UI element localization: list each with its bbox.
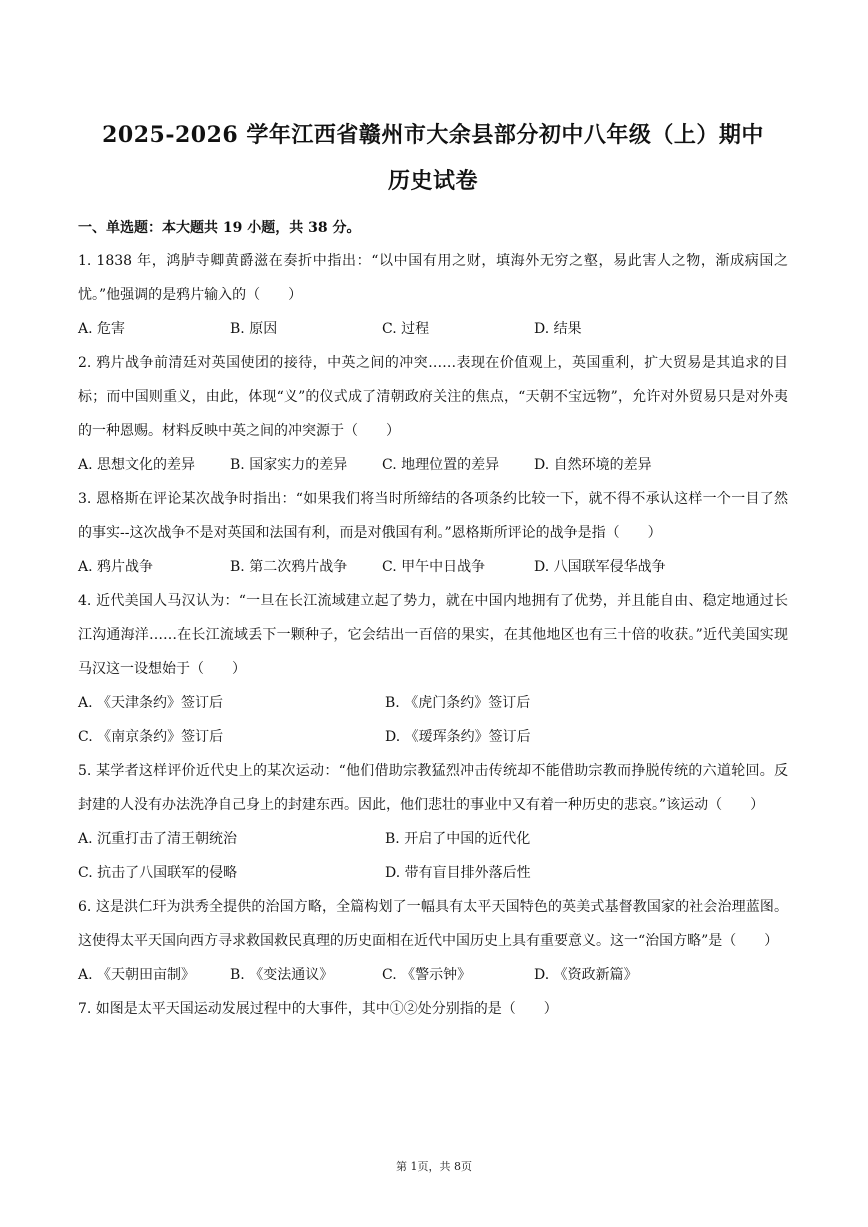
option-a: A. 危害 xyxy=(78,321,126,337)
question-1 xyxy=(78,244,788,346)
exam-title-line1: 2025-2026 学年江西省赣州市大余县部分初中八年级（上）期中 xyxy=(102,122,764,148)
option-row xyxy=(78,550,788,584)
option-d: D. 八国联军侵华战争 xyxy=(534,559,666,575)
option-b: B. 《虎门条约》签订后 xyxy=(385,695,531,711)
question-stem: 5. 某学者这样评价近代史上的某次运动：“他们借助宗教猛烈冲击传统却不能借助宗教而挣脱传统的六道轮回。反封建的人没有办法洗净自己身上的封建东西。因此，他们悲壮的事业中又有着一种历史的悲哀。”该运动（ ） xyxy=(78,763,788,813)
option-d: D. 《资政新篇》 xyxy=(534,967,638,983)
option-d: D. 自然环境的差异 xyxy=(534,457,652,473)
question-stem: 7. 如图是太平天国运动发展过程中的大事件，其中①②处分别指的是（ ） xyxy=(78,1001,558,1017)
option-row xyxy=(78,448,788,482)
option-b: B. 《变法通议》 xyxy=(230,967,334,983)
option-c: C. 甲午中日战争 xyxy=(382,559,486,575)
option-row xyxy=(78,312,788,346)
option-c: C. 《南京条约》签订后 xyxy=(78,729,224,745)
option-c: C. 过程 xyxy=(382,321,430,337)
option-a: A. 思想文化的差异 xyxy=(78,457,196,473)
question-stem: 6. 这是洪仁玕为洪秀全提供的治国方略，全篇构划了一幅具有太平天国特色的英美式基督教国家的社会治理蓝图。这使得太平天国向西方寻求救国救民真理的历史面相在近代中国历史上具有重要意义。这一“治国方略”是（ ） xyxy=(78,899,788,949)
option-b: B. 国家实力的差异 xyxy=(230,457,348,473)
question-4 xyxy=(78,584,788,754)
option-a: A. 沉重打击了清王朝统治 xyxy=(78,831,238,847)
option-c: C. 抗击了八国联军的侵略 xyxy=(78,865,238,881)
option-d: D. 《瑷珲条约》签订后 xyxy=(385,729,531,745)
option-b: B. 原因 xyxy=(230,321,278,337)
option-d: D. 带有盲目排外落后性 xyxy=(385,865,531,881)
option-grid xyxy=(78,822,788,890)
option-d: D. 结果 xyxy=(534,321,582,337)
option-a: A. 鸦片战争 xyxy=(78,559,154,575)
option-b: B. 开启了中国的近代化 xyxy=(385,831,531,847)
option-grid xyxy=(78,686,788,754)
question-stem: 3. 恩格斯在评论某次战争时指出：“如果我们将当时所缔结的各项条约比较一下，就不得不承认这样一个一目了然的事实--这次战争不是对英国和法国有利，而是对俄国有利。”恩格斯所评论的战争是指（ ） xyxy=(78,491,788,541)
question-stem: 2. 鸦片战争前清廷对英国使团的接待，中英之间的冲突……表现在价值观上，英国重利，扩大贸易是其追求的目标；而中国则重义，由此，体现“义”的仪式成了清朝政府关注的焦点，“天朝不宝远物”，允许对外贸易只是对外夷的一种恩赐。材料反映中英之间的冲突源于（ ） xyxy=(78,355,788,439)
question-stem: 4. 近代美国人马汉认为：“一旦在长江流域建立起了势力，就在中国内地拥有了优势，并且能自由、稳定地通过长江沟通海洋……在长江流域丢下一颗种子，它会结出一百倍的果实，在其他地区也有三十倍的收获。”近代美国实现马汉这一设想始于（ ） xyxy=(78,593,788,677)
option-c: C. 地理位置的差异 xyxy=(382,457,500,473)
question-5 xyxy=(78,754,788,890)
page-footer: 第 1页，共 8页 xyxy=(396,1160,472,1173)
question-6 xyxy=(78,890,788,992)
section-heading: 一、单选题：本大题共 19 小题，共 38 分。 xyxy=(78,220,361,236)
question-3 xyxy=(78,482,788,584)
option-c: C. 《警示钟》 xyxy=(382,967,472,983)
question-7 xyxy=(78,992,788,1026)
option-row xyxy=(78,958,788,992)
option-a: A. 《天朝田亩制》 xyxy=(78,967,196,983)
exam-title-line2: 历史试卷 xyxy=(387,168,478,194)
option-b: B. 第二次鸦片战争 xyxy=(230,559,348,575)
question-2 xyxy=(78,346,788,482)
question-stem: 1. 1838 年，鸿胪寺卿黄爵滋在奏折中指出：“以中国有用之财，填海外无穷之壑，易此害人之物，渐成病国之忧。”他强调的是鸦片输入的（ ） xyxy=(78,253,788,303)
option-a: A. 《天津条约》签订后 xyxy=(78,695,224,711)
